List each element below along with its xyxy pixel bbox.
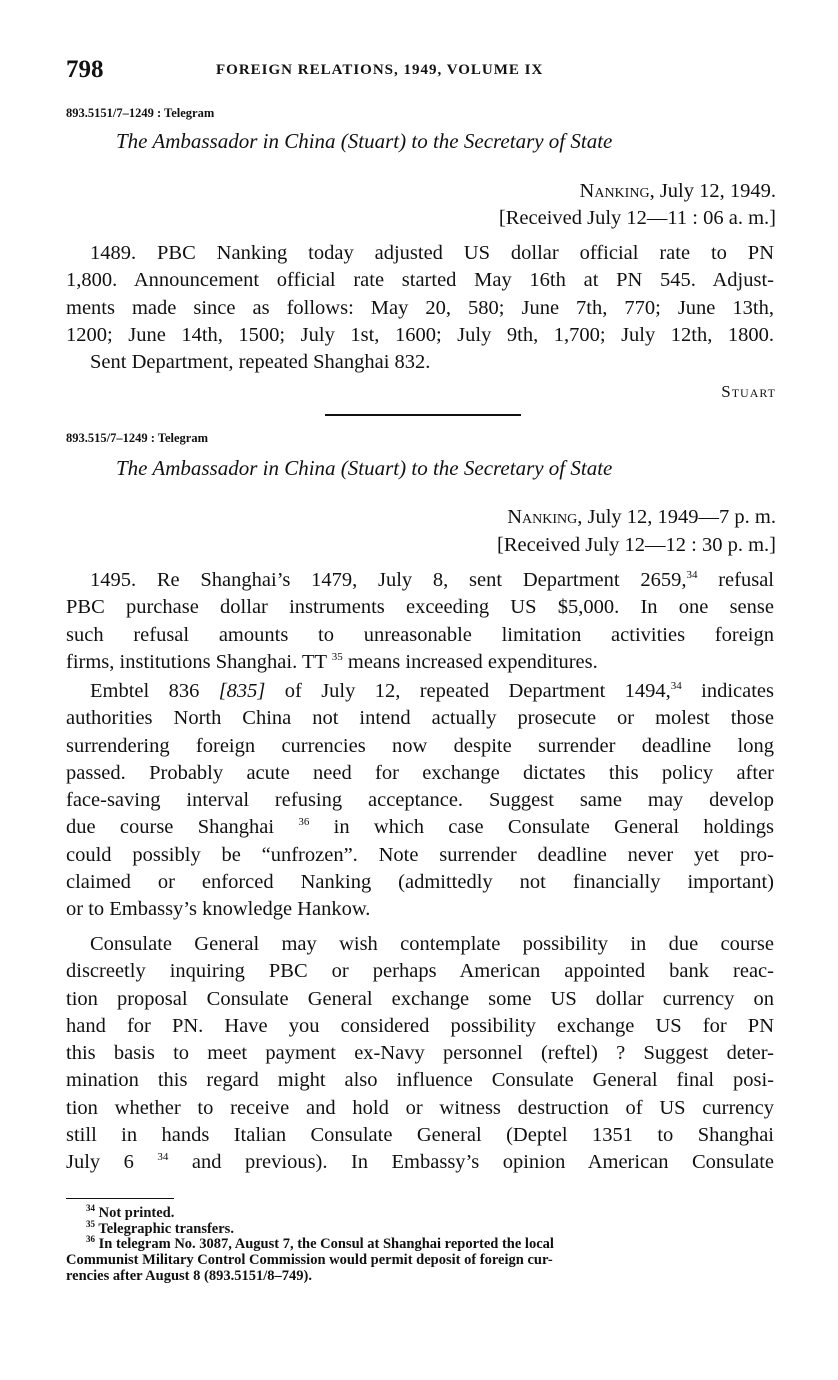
page-header <box>66 56 776 86</box>
text-line: firms, institutions Shanghai. TT $^{35}$ means increased expenditures. <box>66 650 598 673</box>
footnote-36-cont: rencies after August 8 (893.5151/8–749). <box>66 1267 312 1284</box>
text-line: this basis to meet payment ex-Navy personnel (reftel) ? Suggest deter- <box>66 1042 774 1065</box>
text-line: or to Embassy’s knowledge Hankow. <box>66 898 371 921</box>
doc1-body-line: 1200; June 14th, 1500; July 1st, 1600; July 9th, 1,700; July 12th, 1800. <box>66 323 774 346</box>
text-line: still in hands Italian Consulate General (Deptel 1351 to Shanghai <box>66 1124 774 1147</box>
text-line: Embtel 836 [835] of July 12, repeated Department 1494,34 indicates <box>90 680 774 702</box>
doc1-closing: Sent Department, repeated Shanghai 832. <box>90 351 431 374</box>
doc2-file-ref: 893.515/7–1249 : Telegram <box>66 431 209 445</box>
text-line: 1495. Re Shanghai’s 1479, July 8, sent Department 2659,34 refusal <box>90 569 774 591</box>
text-line: passed. Probably acute need for exchange dictates this policy after <box>66 761 774 784</box>
footnote-divider <box>66 1198 174 1199</box>
text-line: surrendering foreign currencies now despite surrender deadline long <box>66 734 774 757</box>
doc1-file-ref: 893.5151/7–1249 : Telegram <box>66 106 215 120</box>
doc2-received: [Received July 12—12 : 30 p. m.] <box>497 534 776 556</box>
doc1-place-date <box>580 180 776 203</box>
text-line: face-saving interval refusing acceptance. Suggest same may develop <box>66 789 774 812</box>
doc2-place-date <box>507 506 776 529</box>
text-line: tion proposal Consulate General exchange some US dollar currency on <box>66 987 774 1010</box>
footnote-36-cont: Communist Military Control Commission would permit deposit of foreign cur- <box>66 1252 553 1269</box>
text-line: could possibly be “unfrozen”. Note surrender deadline never yet pro- <box>66 843 774 866</box>
running-head: FOREIGN RELATIONS, 1949, VOLUME IX <box>216 62 544 78</box>
doc1-body-line: 1489. PBC Nanking today adjusted US dollar official rate to PN <box>90 242 774 264</box>
text-line: Consulate General may wish contemplate possibility in due course <box>90 933 774 955</box>
doc1-date: , July 12, 1949. <box>649 180 776 202</box>
footnote-ref: 34 <box>670 680 682 693</box>
footnotes <box>66 1203 772 1285</box>
doc2-paragraph-2 <box>66 678 774 924</box>
doc1-body <box>66 240 774 376</box>
footnote-34: $^{34}$ Not printed. <box>86 1203 175 1221</box>
doc1-body-line: 1,800. Announcement official rate started May 16th at PN 545. Adjust- <box>66 269 774 292</box>
footnote-ref: 34 <box>157 1151 169 1164</box>
doc1-received: [Received July 12—11 : 06 a. m.] <box>498 207 776 229</box>
text-line: July 6 $^{34}$ and previous). In Embassy’s opinion American Consulate <box>66 1151 774 1174</box>
doc1-body-line: ments made since as follows: May 20, 580; June 7th, 770; June 13th, <box>66 296 774 319</box>
footnote-ref: 36 <box>298 816 310 829</box>
footnote-36: $^{36}$ In telegram No. 3087, August 7, the Consul at Shanghai reported the local <box>86 1234 554 1253</box>
section-divider <box>325 414 521 416</box>
doc2-paragraph-3 <box>66 931 774 1177</box>
text-line: hand for PN. Have you considered possibility exchange US for PN <box>66 1014 774 1037</box>
footnote-ref: 35 <box>331 651 343 664</box>
text-line: mination this regard might also influence Consulate General final posi- <box>66 1069 774 1092</box>
text-line: claimed or enforced Nanking (admittedly not financially important) <box>66 871 774 894</box>
doc2-place: Nanking <box>507 506 578 528</box>
text-line: authorities North China not intend actually prosecute or molest those <box>66 707 774 730</box>
doc1-signature: Stuart <box>721 382 776 401</box>
text-line: such refusal amounts to unreasonable limitation activities foreign <box>66 623 774 646</box>
text-line: due course Shanghai $^{36}$ in which case Consulate General holdings <box>66 816 774 839</box>
text-line: PBC purchase dollar instruments exceeding US $5,000. In one sense <box>66 596 774 619</box>
doc1-title: The Ambassador in China (Stuart) to the Secretary of State <box>116 129 613 153</box>
text-line: discreetly inquiring PBC or perhaps American appointed bank reac- <box>66 960 774 983</box>
footnote-ref: 34 <box>686 569 698 582</box>
footnote-35: $^{35}$ Telegraphic transfers. <box>86 1218 234 1237</box>
doc2-date: , July 12, 1949—7 p. m. <box>577 506 776 528</box>
text-line: tion whether to receive and hold or witness destruction of US currency <box>66 1096 774 1119</box>
doc2-paragraph-1 <box>66 567 774 676</box>
page-number: 798 <box>66 56 104 83</box>
doc1-place: Nanking <box>579 180 650 202</box>
doc2-title: The Ambassador in China (Stuart) to the Secretary of State <box>116 456 613 480</box>
